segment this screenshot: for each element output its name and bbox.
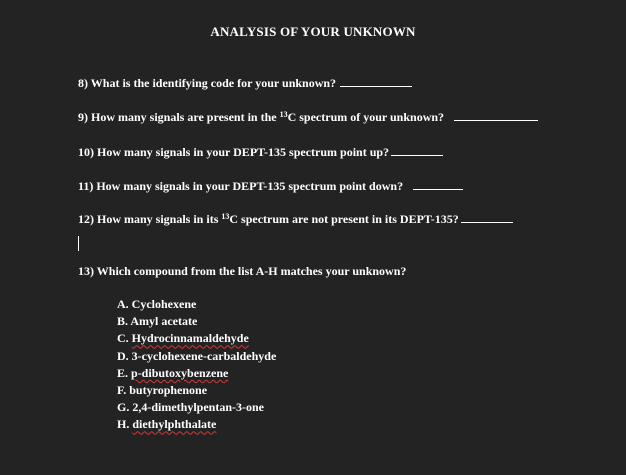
answer-blank-10[interactable] (391, 145, 443, 156)
option-name: p-dibutoxybenzene (131, 365, 229, 380)
option-letter: E. (117, 365, 129, 380)
option-h (117, 417, 276, 434)
question-text: What is the identifying code for your unknown? (90, 76, 337, 90)
question-number: 13) (78, 264, 94, 278)
text-cursor (78, 236, 79, 251)
question-10 (78, 145, 443, 159)
option-d (117, 349, 276, 366)
question-number: 8) (78, 76, 88, 90)
page-title: ANALYSIS OF YOUR UNKNOWN (210, 24, 416, 39)
answer-blank-11[interactable] (413, 179, 463, 190)
option-letter: H. (117, 417, 130, 432)
option-name: diethylphthalate (132, 417, 217, 432)
question-text-part: How many signals in its (97, 212, 222, 226)
option-f (117, 383, 276, 400)
question-11 (78, 179, 463, 193)
isotope-superscript: 13 (221, 212, 230, 221)
option-name: 2,4-dimethylpentan-3-one (132, 400, 265, 415)
option-letter: C. (117, 331, 129, 346)
option-c (117, 331, 276, 348)
option-letter: G. (117, 400, 130, 415)
compound-options-list (117, 297, 276, 435)
option-g (117, 400, 276, 417)
question-13 (78, 264, 406, 278)
question-text: Which compound from the list A-H matches your unknown? (96, 264, 407, 278)
option-name: Amyl acetate (130, 314, 198, 329)
question-number: 12) (78, 212, 94, 226)
option-name: 3-cyclohexene-carbaldehyde (131, 348, 277, 363)
question-number: 11) (78, 179, 94, 193)
option-letter: F. (117, 382, 127, 397)
option-name: butyrophenone (129, 382, 208, 397)
question-8 (78, 76, 412, 90)
question-text-part: How many signals are present in the (91, 110, 280, 124)
option-letter: B. (117, 314, 129, 329)
answer-blank-12[interactable] (461, 212, 513, 223)
question-text-part: C spectrum of your unknown? (287, 110, 445, 124)
question-text-part: C spectrum are not present in its DEPT-135? (229, 212, 459, 226)
question-text: How many signals in your DEPT-135 spectrum point down? (96, 179, 404, 193)
option-a (117, 297, 276, 314)
answer-blank-8[interactable] (340, 76, 412, 87)
option-e (117, 366, 276, 383)
question-9 (78, 110, 538, 124)
question-text: How many signals in your DEPT-135 spectrum point up? (97, 145, 390, 159)
question-12 (78, 212, 513, 226)
question-number: 10) (78, 145, 94, 159)
answer-blank-9[interactable] (454, 110, 538, 121)
option-letter: D. (117, 348, 129, 363)
option-letter: A. (117, 297, 129, 311)
isotope-superscript: 13 (279, 110, 288, 119)
question-number: 9) (78, 110, 88, 124)
option-name: Hydrocinnamaldehyde (131, 331, 249, 346)
option-name: Cyclohexene (131, 297, 197, 311)
option-b (117, 314, 276, 331)
